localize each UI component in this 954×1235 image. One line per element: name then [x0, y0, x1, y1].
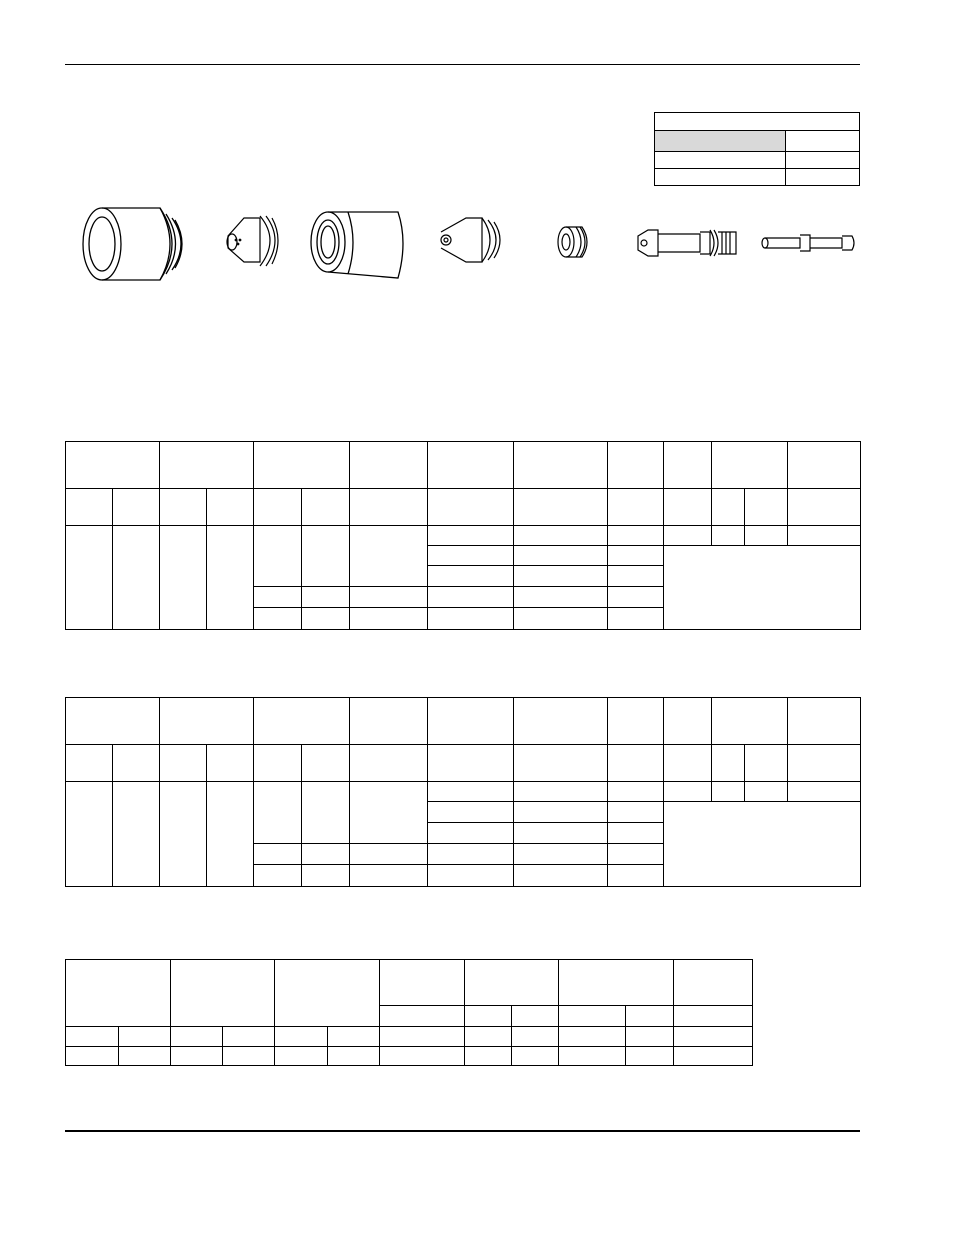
water-tube-part-icon: [760, 230, 856, 256]
electrode-part-icon: [634, 226, 744, 262]
nozzle-part-icon: [222, 210, 284, 272]
legend-shaded-cell: [655, 131, 785, 151]
swirl-ring-part-icon: [554, 222, 594, 264]
footer-rule: [65, 1130, 860, 1132]
retaining-cap-part-icon: [308, 206, 408, 282]
header-rule: [65, 64, 860, 65]
shield-part-icon: [80, 200, 190, 285]
nozzle-small-part-icon: [436, 212, 506, 266]
